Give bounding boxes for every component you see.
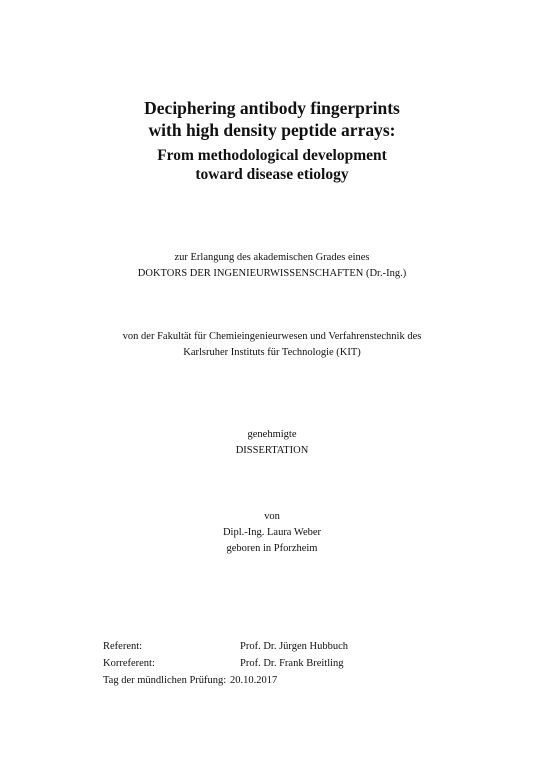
degree-statement-line-1: zur Erlangung des akademischen Grades eines [174, 252, 370, 263]
thesis-subtitle-line-1: From methodological development [157, 147, 387, 164]
faculty-statement-line-1: von der Fakultät für Chemieingenieurwesen und Verfahrenstechnik des [122, 331, 422, 342]
degree-statement [0, 250, 544, 282]
author-block [0, 509, 544, 557]
referee-value: Prof. Dr. Jürgen Hubbuch [240, 641, 349, 652]
thesis-title-line-2: with high density peptide arrays: [148, 120, 396, 140]
exam-date-row [103, 672, 348, 689]
thesis-subtitle-line-2: toward disease etiology [195, 166, 349, 183]
exam-date-label: Tag der mündlichen Prüfung: [103, 675, 227, 686]
faculty-statement [0, 329, 544, 361]
co-referee-value: Prof. Dr. Frank Breitling [240, 658, 344, 669]
approval-statement [0, 427, 544, 459]
thesis-subtitle [0, 146, 544, 184]
thesis-title-line-1: Deciphering antibody fingerprints [144, 98, 400, 118]
author-birthplace: geboren in Pforzheim [226, 543, 318, 554]
referee-row [103, 638, 348, 655]
co-referee-label: Korreferent: [103, 658, 155, 669]
co-referee-row [103, 655, 348, 672]
degree-statement-line-2: DOKTORS DER INGENIEURWISSENSCHAFTEN (Dr.-Ing.) [137, 268, 407, 279]
referee-label: Referent: [103, 641, 143, 652]
approval-statement-line-2: DISSERTATION [235, 445, 309, 456]
author-name: Dipl.-Ing. Laura Weber [222, 527, 322, 538]
exam-date-value: 20.10.2017 [230, 675, 278, 686]
approval-statement-line-1: genehmigte [247, 429, 297, 440]
author-von: von [264, 511, 280, 522]
referee-list [103, 638, 348, 689]
faculty-statement-line-2: Karlsruher Instituts für Technologie (KIT) [183, 347, 361, 358]
thesis-title [0, 97, 544, 141]
